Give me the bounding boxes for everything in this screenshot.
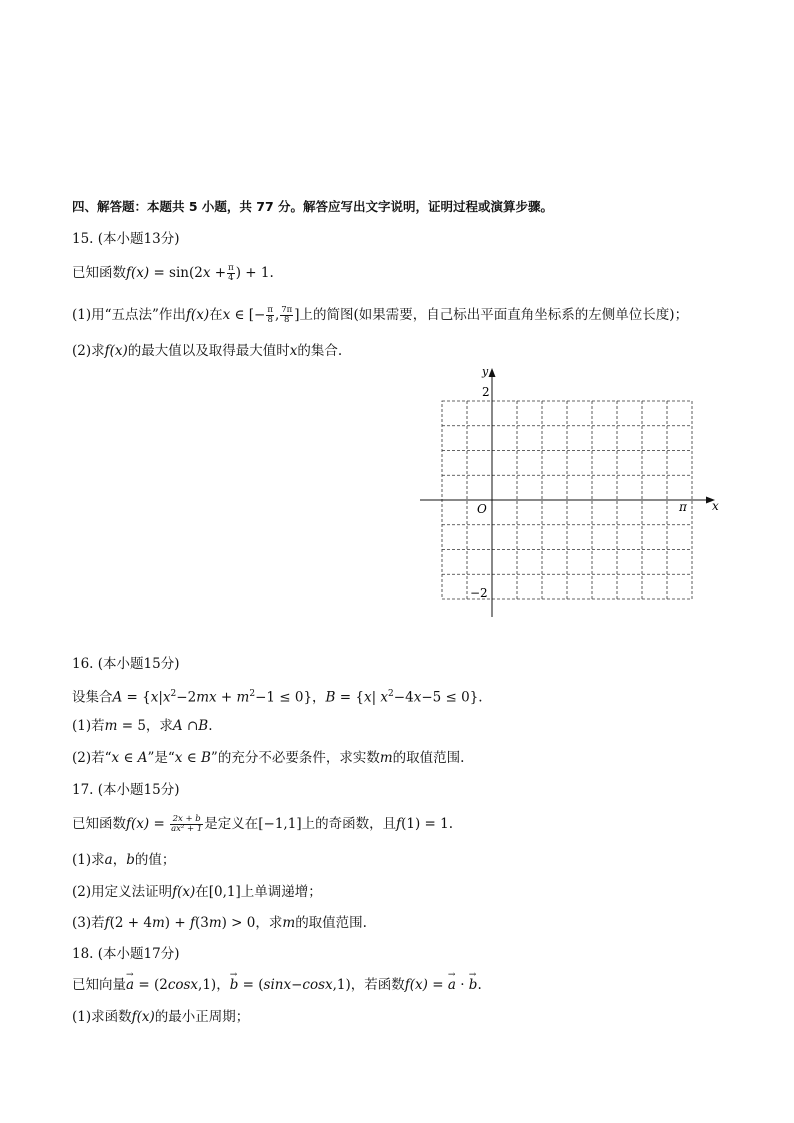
q15-heading: 15. (本小题13分) [72,231,180,247]
q17-stem: 已知函数f(x) = $\frac{2x + b}{\text{ax² + 1}}$ 是定义在[−1,1]上的奇函数，且f(1) = 1. [72,814,453,834]
q18-stem: 已知向量→ a = (2cosx,1)，→ b = (sinx−cosx,1)，若函数f(x) = → a · → b. [72,976,482,994]
y-tick-bottom: −2 [470,586,488,600]
q16-part2: (2)若“x ∈ A”是“x ∈ B”的充分不必要条件，求实数m的取值范围. [72,750,465,766]
q17-part2: (2)用定义法证明f(x)在[0,1]上单调递增； [72,884,322,900]
pi-over-4-fraction: $\frac{\pi}{4}$ [228,263,234,283]
q18-heading: 18. (本小题17分) [72,946,180,962]
q16-heading: 16. (本小题15分) [72,656,180,672]
interval-left-fraction: $\frac{\pi}{8}$ [267,305,273,325]
coordinate-grid [415,365,725,625]
q17-heading: 17. (本小题15分) [72,782,180,798]
y-axis-label: y [482,365,489,378]
vector-b: → b [230,976,239,994]
q15-part1: (1)用“五点法”作出f(x)在x ∈ [− $\frac{\pi}{8}$ , $\frac{7\pi}{8}$ ]上的简图(如果需要，自己标出平面直角坐标系的左侧单位长度)； [72,305,689,325]
interval-right-fraction: $\frac{7\pi}{8}$ [281,305,293,325]
q15-part2: (2)求f(x)的最大值以及取得最大值时x的集合. [72,343,343,359]
y-tick-top: 2 [482,385,490,399]
q17-part1: (1)求a，b的值； [72,852,176,868]
x-axis-label: x [712,499,719,513]
section-header: 四、解答题：本题共 5 小题，共 77 分。解答应写出文字说明，证明过程或演算步骤。 [72,199,554,214]
vector-a-product: → a [448,976,456,994]
y-axis-arrow [489,368,496,377]
q15-stem: 已知函数f(x) = sin(2x + $\frac{\pi}{4}$ ) + 1. [72,263,274,283]
q17-fraction: $\frac{2x + b}{\text{ax² + 1}}$ [171,814,203,834]
q16-stem: 设集合$A = \{x|x^2-2mx + m^2-1 \le 0\}$，B = {x| $x^2-4x-5 \le 0$}. [72,689,483,706]
x-tick-pi: π [679,500,687,514]
vector-a: → a [126,976,134,994]
q16-part1: (1)若m = 5，求A ∩B. [72,718,213,734]
q17-part3: (3)若f(2 + 4m) + f(3m) > 0，求m的取值范围. [72,915,367,931]
origin-label: O [477,502,487,516]
q18-part1: (1)求函数f(x)的最小正周期； [72,1009,250,1025]
vector-b-product: → b [469,976,478,994]
